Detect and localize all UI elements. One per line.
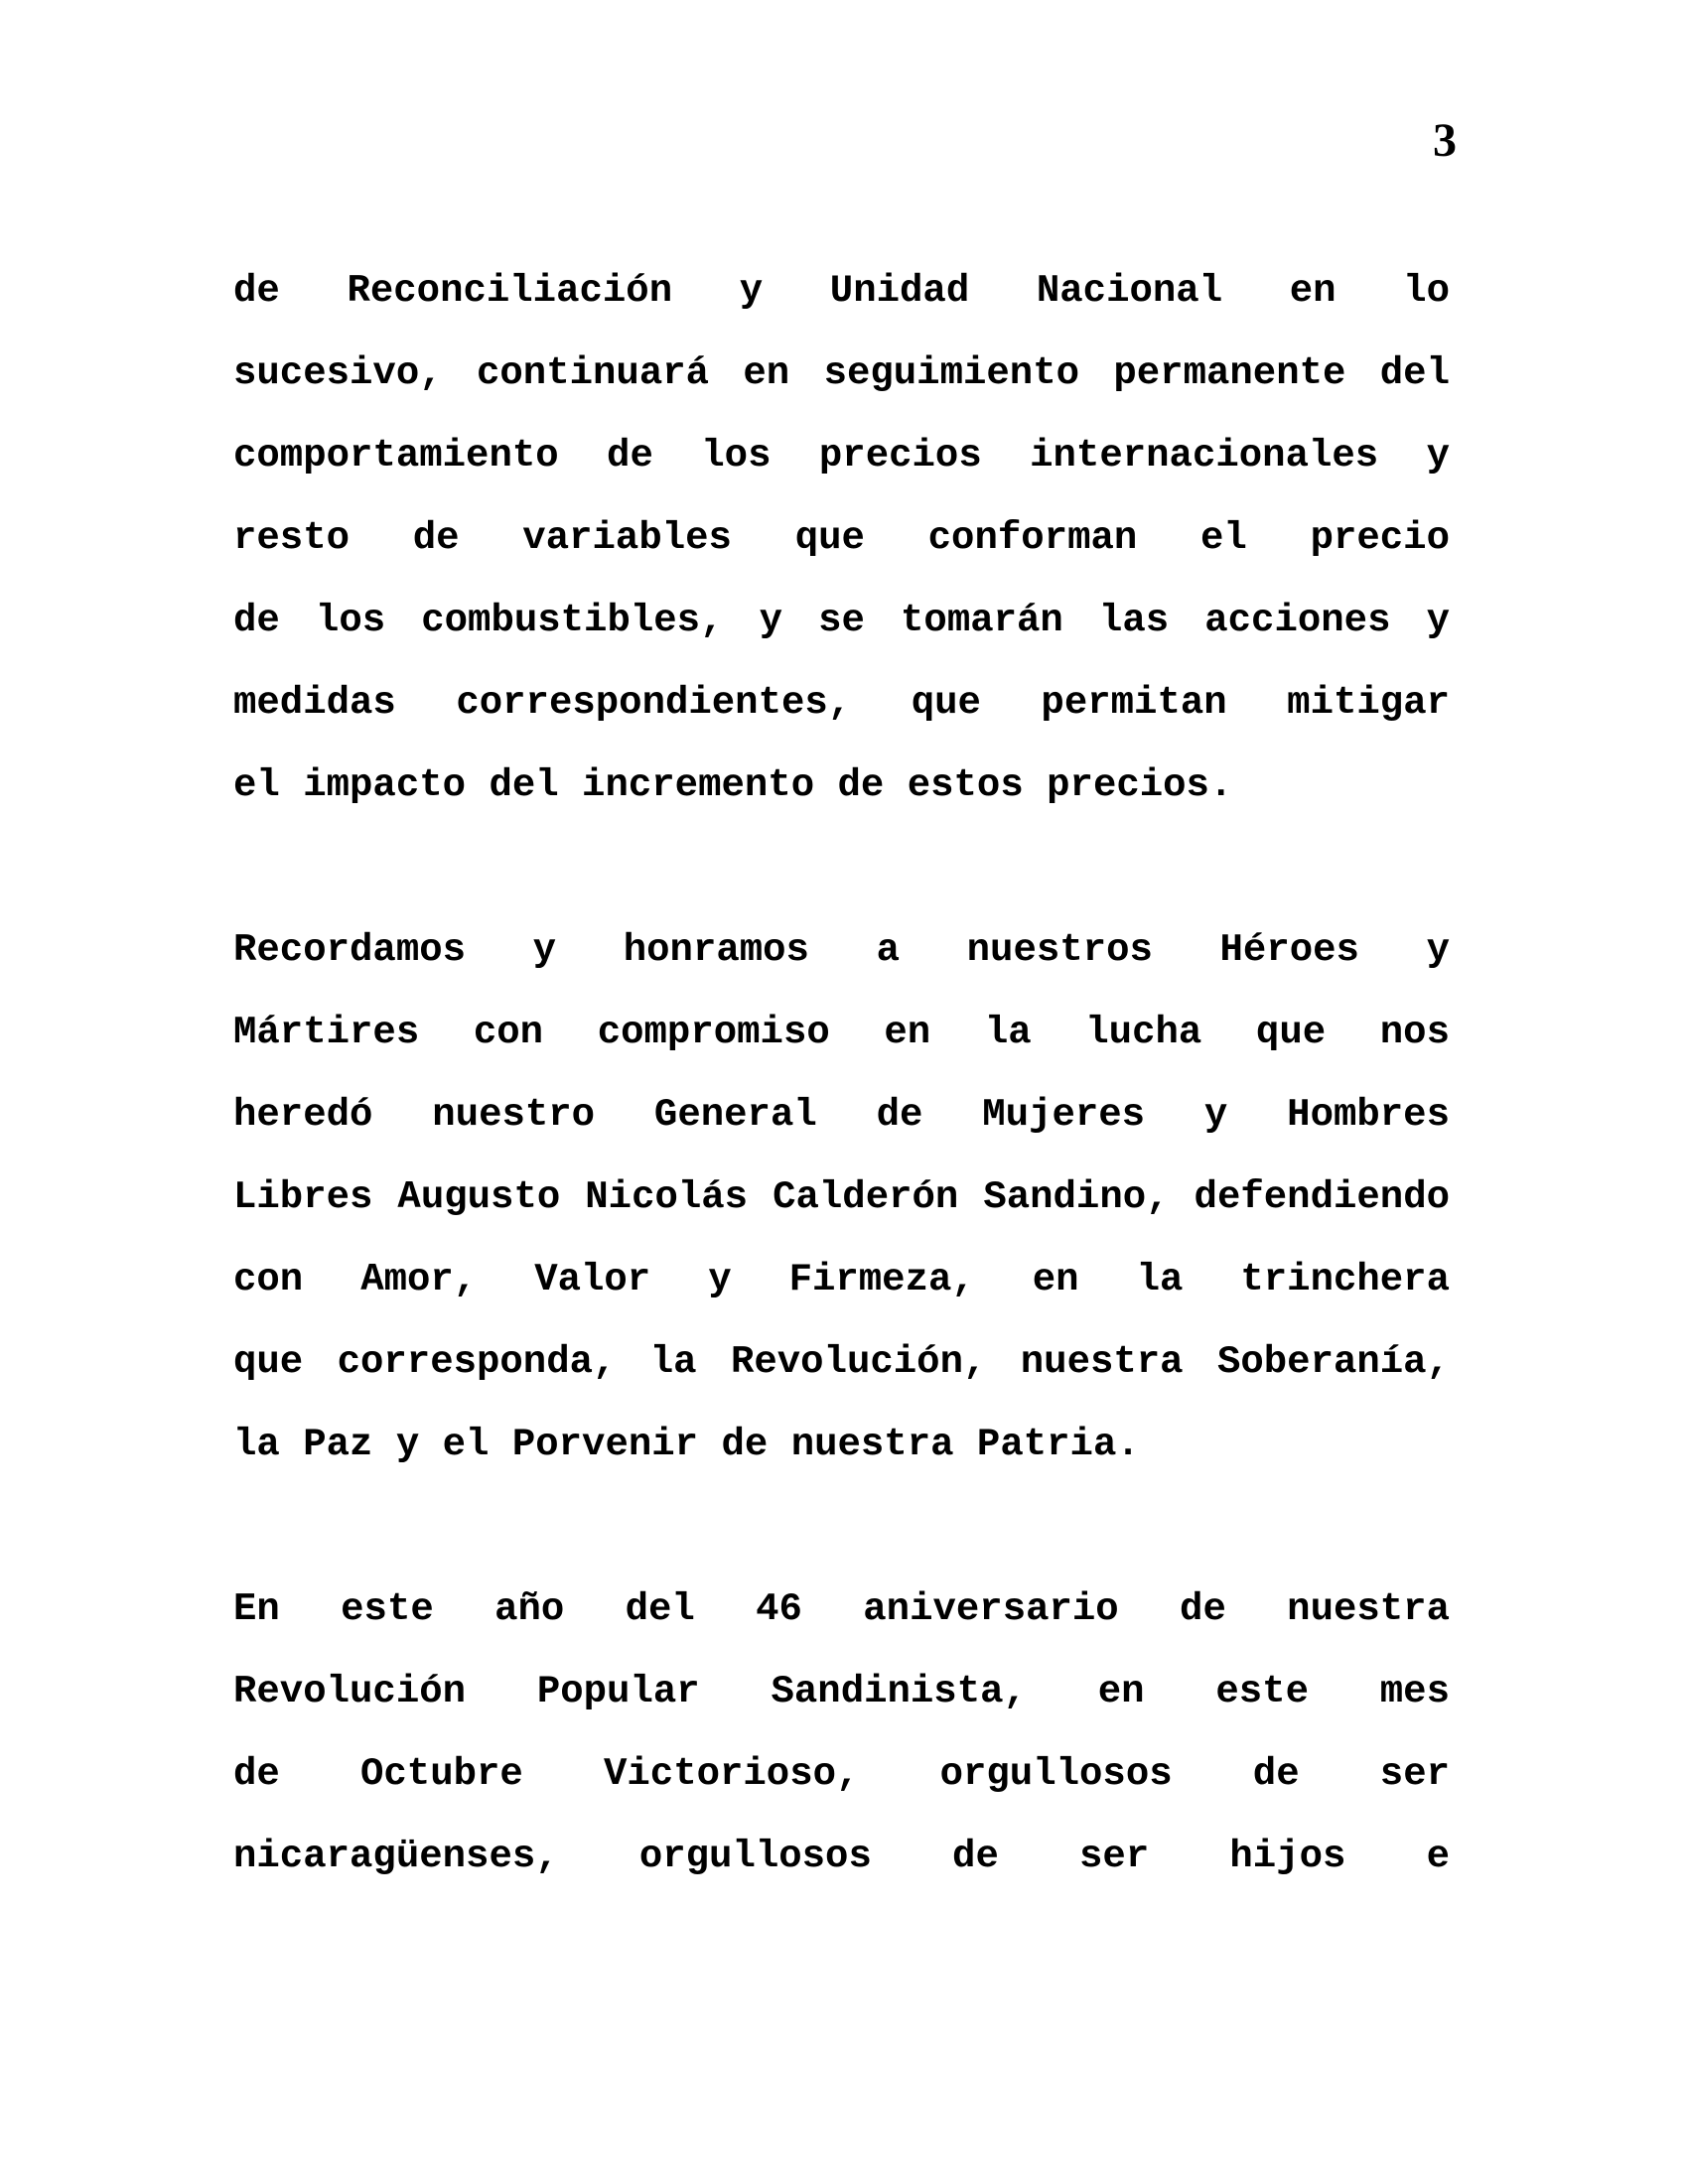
paragraph	[233, 909, 1450, 1486]
text-line: nicaragüenses, orgullosos de ser hijos e	[233, 1835, 1450, 1878]
text-line: que corresponda, la Revolución, nuestra Soberanía,	[233, 1340, 1450, 1384]
text-line: de Reconciliación y Unidad Nacional en lo	[233, 269, 1450, 313]
text-line: Recordamos y honramos a nuestros Héroes y	[233, 928, 1450, 972]
text-line: heredó nuestro General de Mujeres y Hombres	[233, 1093, 1450, 1137]
text-line: En este año del 46 aniversario de nuestra	[233, 1587, 1450, 1631]
text-line: de los combustibles, y se tomarán las acciones y	[233, 599, 1450, 642]
text-line: Libres Augusto Nicolás Calderón Sandino, defendiendo	[233, 1175, 1450, 1219]
text-line: con Amor, Valor y Firmeza, en la trinchera	[233, 1258, 1450, 1301]
document-body	[233, 250, 1450, 1898]
text-line: sucesivo, continuará en seguimiento permanente del	[233, 351, 1450, 395]
text-line: el impacto del incremento de estos precios.	[233, 763, 1233, 807]
text-line: comportamiento de los precios internacionales y	[233, 434, 1450, 478]
text-line: Mártires con compromiso en la lucha que nos	[233, 1011, 1450, 1054]
text-line: de Octubre Victorioso, orgullosos de ser	[233, 1752, 1450, 1796]
page-number: 3	[1433, 114, 1457, 167]
text-line: Revolución Popular Sandinista, en este mes	[233, 1670, 1450, 1713]
text-line: medidas correspondientes, que permitan mitigar	[233, 681, 1450, 725]
text-line: la Paz y el Porvenir de nuestra Patria.	[233, 1423, 1140, 1466]
text-line: resto de variables que conforman el precio	[233, 516, 1450, 560]
paragraph	[233, 1569, 1450, 1898]
paragraph	[233, 250, 1450, 827]
